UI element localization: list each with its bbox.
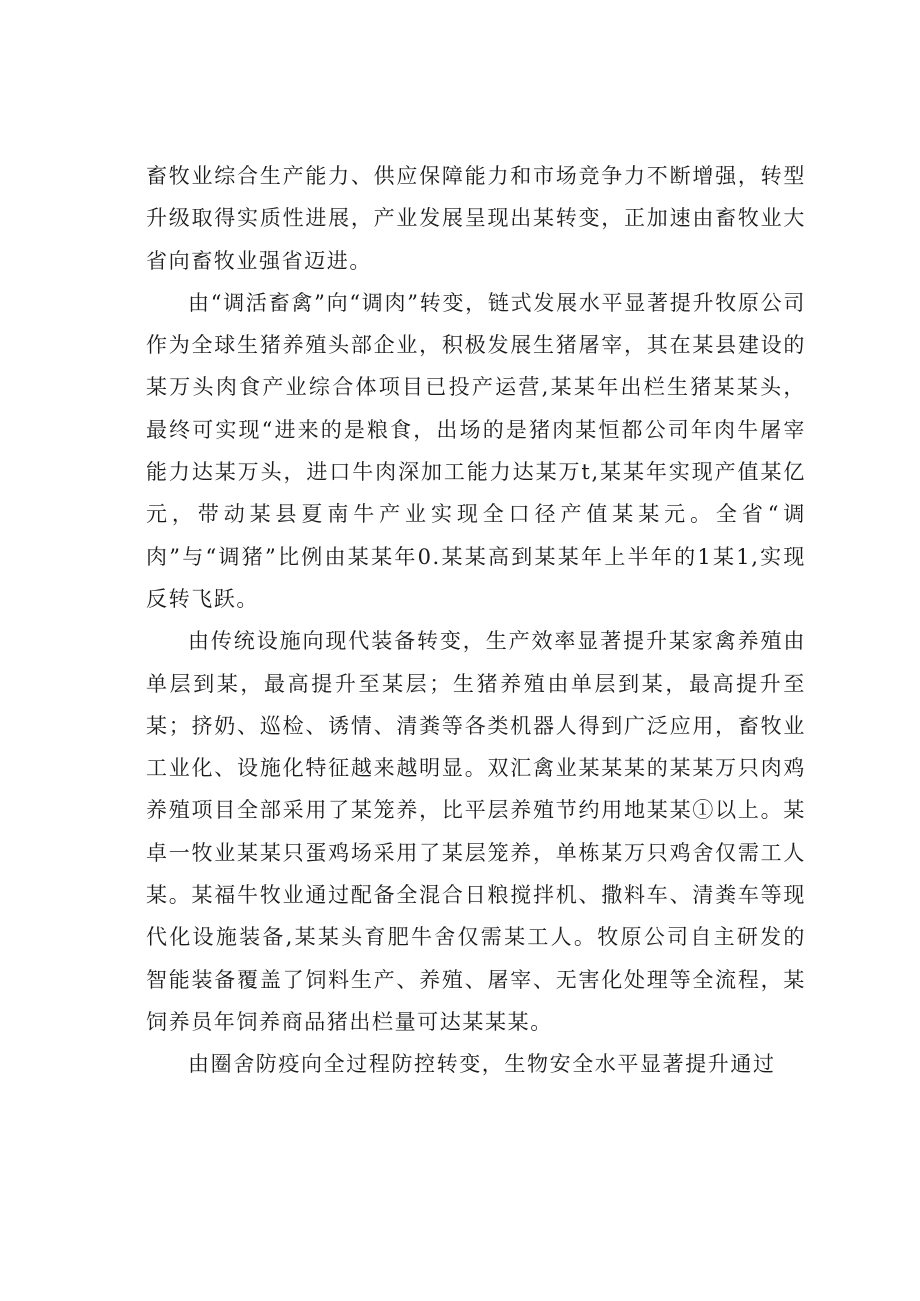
- paragraph-3: 由传统设施向现代装备转变，生产效率显著提升某家禽养殖由单层到某，最高提升至某层；生猪养殖由单层到某，最高提升至某；挤奶、巡检、诱情、清粪等各类机器人得到广泛应用，畜牧业工业化、设施化特征越来越明显。双汇禽业某某某的某某万只肉鸡养殖项目全部采用了某笼养，比平层养殖节约用地某某①以上。某卓一牧业某某只蛋鸡场采用了某层笼养，单栋某万只鸡舍仅需工人某。某福牛牧业通过配备全混合日粮搅拌机、撒料车、清粪车等现代化设施装备,某某头育肥牛舍仅需某工人。牧原公司自主研发的智能装备覆盖了饲料生产、养殖、屠宰、无害化处理等全流程，某饲养员年饲养商品猪出栏量可达某某某。: [146, 629, 806, 1034]
- paragraph-4: 由圈舍防疫向全过程防控转变，生物安全水平显著提升通过: [188, 1052, 776, 1077]
- paragraph-2: 由“调活畜禽”向“调肉”转变，链式发展水平显著提升牧原公司作为全球生猪养殖头部企业，积极发展生猪屠宰，其在某县建设的某万头肉食产业综合体项目已投产运营,某某年出栏生猪某某头，最终可实现“进来的是粮食，出场的是猪肉某恒都公司年肉牛屠宰能力达某万头，进口牛肉深加工能力达某万t,某某年实现产值某亿元，带动某县夏南牛产业实现全口径产值某某元。全省“调肉”与“调猪”比例由某某年0.某某高到某某年上半年的1某1,实现反转飞跃。: [146, 290, 806, 611]
- paragraph-1: 畜牧业综合生产能力、供应保障能力和市场竞争力不断增强，转型升级取得实质性进展，产业发展呈现出某转变，正加速由畜牧业大省向畜牧业强省迈进。: [146, 164, 806, 273]
- body-text: [146, 155, 806, 1086]
